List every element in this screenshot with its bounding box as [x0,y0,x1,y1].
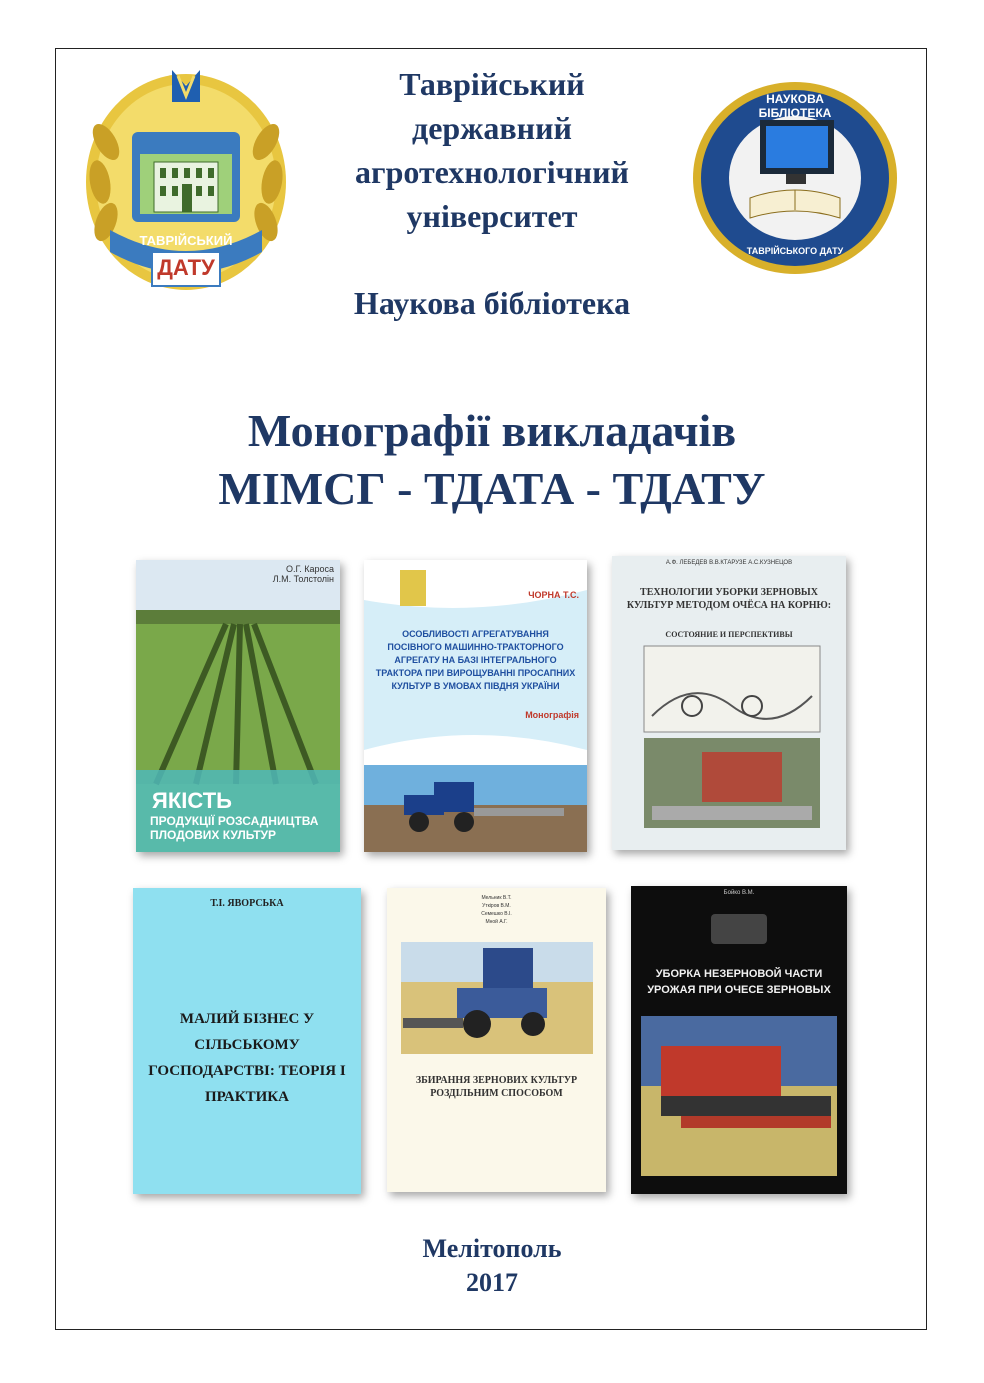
city: Мелітополь [422,1234,562,1263]
book-5-title: ЗБИРАННЯ ЗЕРНОВИХ КУЛЬТУР РОЗДІЛЬНИМ СПОСОБОМ [415,1075,578,1099]
book-cover-6 [631,886,847,1194]
emblem-abbr: ДАТУ [157,255,215,280]
book-cover-1 [136,560,340,852]
book-5-authors: Мельник В.Т. Уткіров В.М. Семешко В.І. Мной А.Г. [481,895,512,925]
book-6-title: УБОРКА НЕЗЕРНОВОЙ ЧАСТИ УРОЖАЯ ПРИ ОЧЕСЕ ЗЕРНОВЫХ [647,968,831,996]
emblem-label: ТАВРІЙСЬКИЙ [139,233,233,248]
university-line-1: Таврійський [399,66,585,102]
book-cover-3 [612,556,846,850]
main-title [100,402,884,518]
footer [380,1232,604,1300]
book-3-title: ТЕХНОЛОГИИ УБОРКИ ЗЕРНОВЫХ КУЛЬТУР МЕТОДОМ ОЧЁСА НА КОРНЮ: [626,587,832,611]
book-3-subtitle: СОСТОЯНИЕ И ПЕРСПЕКТИВЫ [665,630,793,639]
book-3-authors: А.Ф. ЛЕБЕДЕВ В.В.КТАРУЗЕ А.С.КУЗНЕЦОВ [665,560,793,566]
university-line-4: університет [406,198,578,234]
university-name [300,62,684,238]
university-emblem [80,62,292,294]
library-emblem-top-text: НАУКОВА БІБЛІОТЕКА [758,92,832,120]
title-line-2: МІМСГ - ТДАТА - ТДАТУ [218,463,766,514]
book-cover-2 [364,560,587,852]
university-line-2: державний [412,110,572,146]
book-6-authors: Бойко В.М. [723,890,755,896]
book-4-title: МАЛИЙ БІЗНЕС У СІЛЬСЬКОМУ ГОСПОДАРСТВІ: ТЕОРІЯ І ПРАКТИКА [148,1011,346,1105]
book-2-subtitle: Монографія [525,710,579,720]
book-1-subtitle: ПРОДУКЦІЇ РОЗСАДНИЦТВА ПЛОДОВИХ КУЛЬТУР [150,814,319,842]
library-name: Наукова бібліотека [353,285,631,321]
library-emblem-bottom-text: ТАВРІЙСЬКОГО ДАТУ [746,246,844,256]
university-line-3: агротехнологічний [355,154,629,190]
book-1-authors: О.Г. Кароса Л.М. Толстолін [272,564,334,584]
year: 2017 [466,1268,518,1297]
book-1-title: ЯКІСТЬ [152,788,232,813]
book-cover-5 [387,888,606,1192]
book-2-authors: ЧОРНА Т.С. [528,590,579,600]
book-2-title: ОСОБЛИВОСТІ АГРЕГАТУВАННЯ ПОСІВНОГО МАШИННО-ТРАКТОРНОГО АГРЕГАТУ НА БАЗІ ІНТЕГРАЛЬНОГО ТРАКТОРА ПРИ ВИРОЩУВАННІ ПРОСАПНИХ КУЛЬТУР В УМОВАХ ПІВДНЯ УКРАЇНИ [375,629,576,691]
book-cover-4 [133,888,361,1194]
title-line-1: Монографії викладачів [247,405,737,456]
library-emblem [690,78,900,278]
book-4-authors: Т.І. ЯВОРСЬКА [210,898,284,909]
